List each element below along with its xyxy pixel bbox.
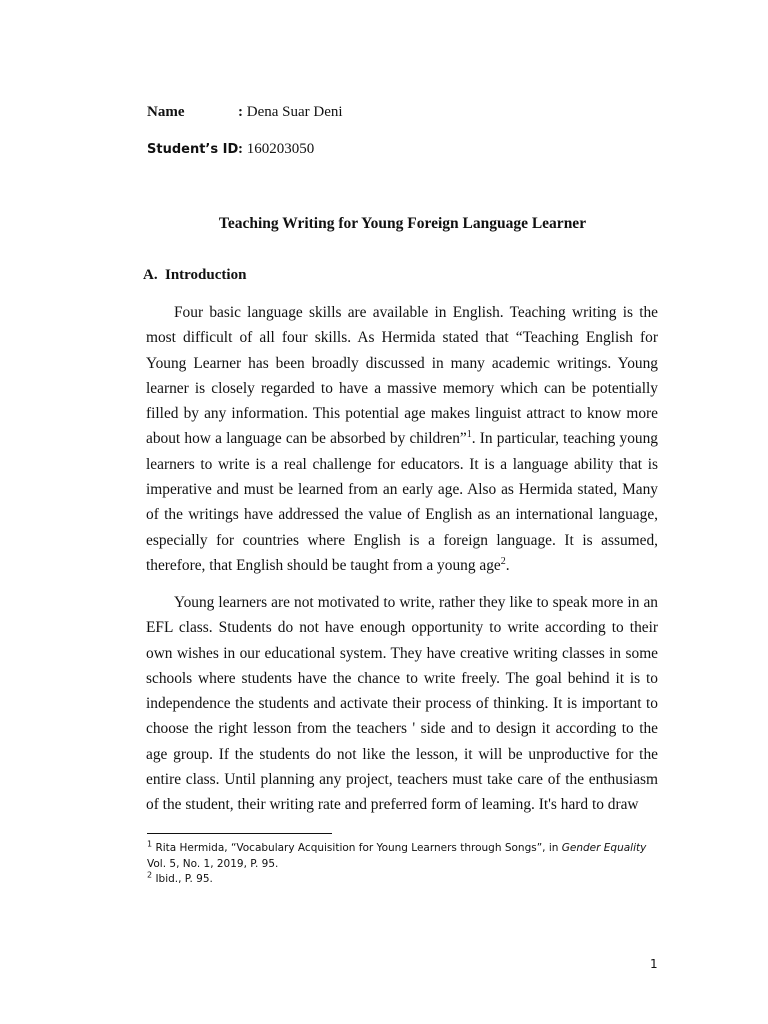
paragraph-2-text: Young learners are not motivated to write, rather they like to speak more in an EFL class. Students do not have enough opportunity to write according to their own wishes in our educational system. They have creative writing classes in some schools where students have the chance to write freely. The goal behind it is to independence the students and activate their process of thinking. It is important to choose the right lesson from the teachers ' side and to design it according to the age group. If the students do not like the lesson, it will be unproductive for the entire class. Until planning any project, teachers must take care of the enthusiasm of the student, their writing rate and preferred form of leaming. It's hard to draw	[146, 594, 658, 814]
footnote-1-text: Rita Hermida, “Vocabulary Acquisition for Young Learners through Songs”, in	[155, 842, 562, 854]
section-title: Introduction	[165, 267, 247, 283]
paragraph-1	[146, 300, 658, 578]
student-id-label: Student’s ID	[147, 142, 239, 157]
footnote-1-continuation: Vol. 5, No. 1, 2019, P. 95.	[147, 857, 279, 870]
footnote-1-number: 1	[147, 839, 153, 849]
footnote-2-number: 2	[147, 870, 153, 880]
section-heading	[143, 267, 246, 284]
section-number: A.	[143, 267, 158, 283]
footnote-2-text: Ibid., P. 95.	[155, 873, 213, 885]
footnotes	[147, 841, 667, 888]
footnote-2	[147, 872, 667, 888]
footnote-1-journal: Gender Equality	[561, 842, 647, 854]
footnote-ref-2[interactable]: 2	[500, 555, 506, 567]
paragraph-1-text-c: .	[505, 556, 510, 574]
student-id-row	[147, 140, 314, 159]
name-value: Dena Suar Deni	[246, 104, 343, 120]
footnote-divider	[147, 833, 332, 834]
page-number: 1	[650, 957, 658, 971]
student-id-separator: :	[238, 141, 243, 157]
document-title: Teaching Writing for Young Foreign Language Learner	[218, 215, 587, 232]
footnote-ref-1[interactable]: 1	[466, 429, 472, 441]
name-label: Name	[147, 104, 185, 120]
student-id-value: 160203050	[246, 141, 315, 157]
paragraph-1-text-a: Four basic language skills are available in English. Teaching writing is the most difficult of all four skills. As Hermida stated that “Teaching English for Young Learner has been broadly discussed in many academic writings. Young learner is closely regarded to have a massive memory which can be potentially filled by any information. This potential age makes linguist attract to know more about how a language can be absorbed by children”	[146, 304, 658, 448]
student-name-row	[147, 103, 343, 121]
paragraph-2	[146, 590, 658, 818]
name-separator: :	[238, 104, 243, 120]
paragraph-1-text-b: . In particular, teaching young learners to write is a real challenge for educators. It is a language ability that is imperative and must be learned from an early age. Also as Hermida stated, Many of the writings have addressed the value of English as an international language, especially for countries where English is a foreign language. It is assumed, therefore, that English should be taught from a young age	[146, 430, 658, 574]
footnote-1	[147, 841, 667, 857]
